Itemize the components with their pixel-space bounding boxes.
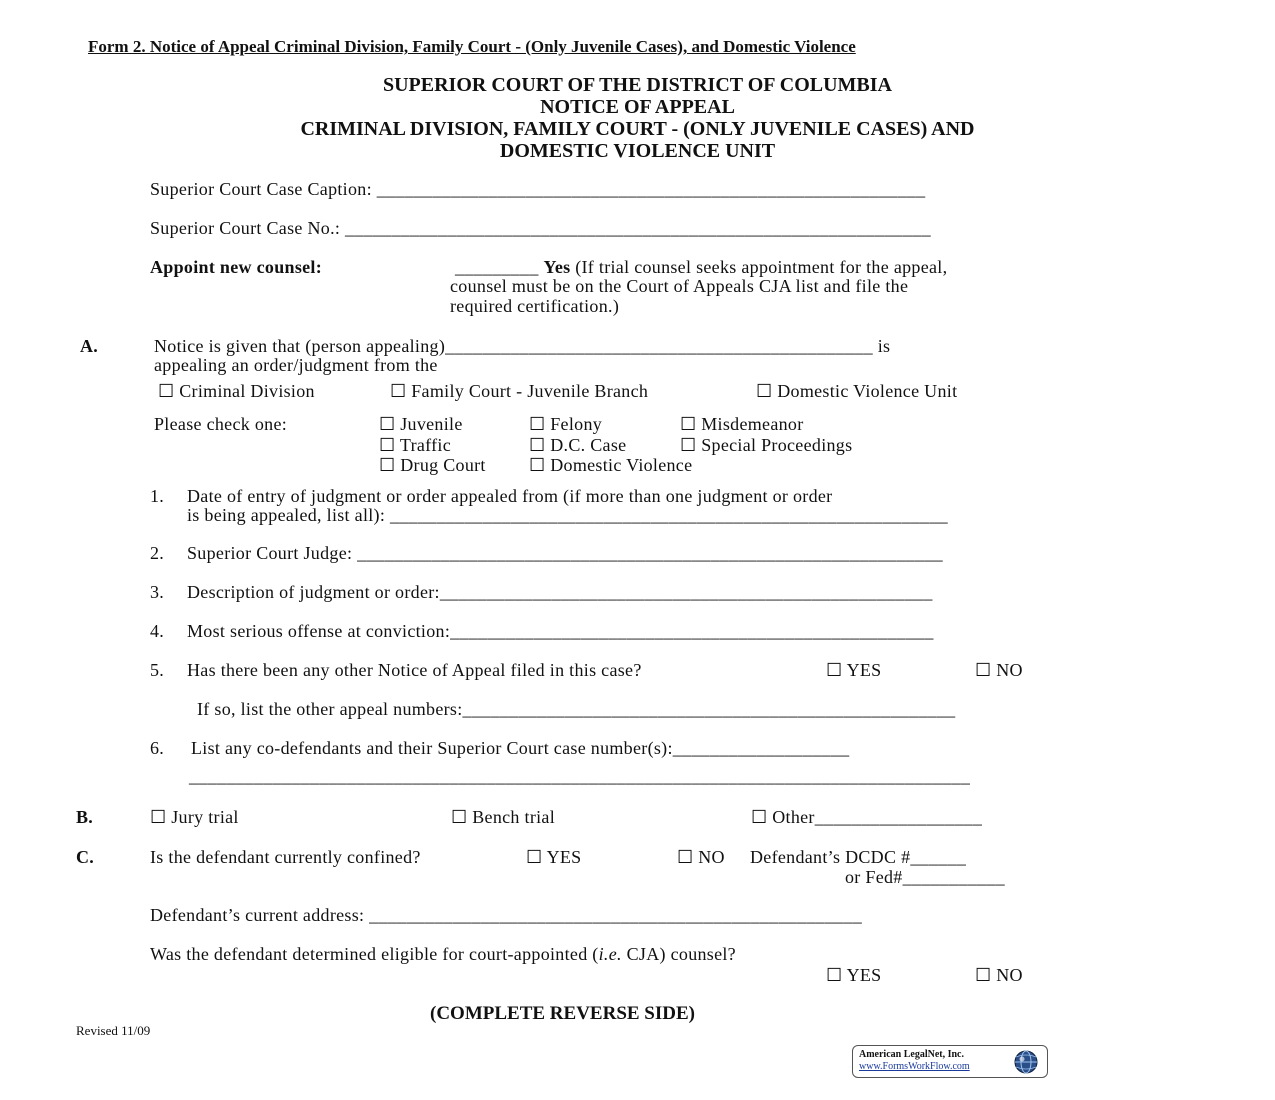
dcdc-number-field[interactable]: Defendant’s DCDC #______	[750, 847, 967, 867]
case-no-field[interactable]: _______________________________________________________________	[344, 218, 931, 238]
defendant-address-field[interactable]: Defendant’s current address: _____________________________________________________	[150, 905, 863, 925]
appoint-counsel-field[interactable]: _________	[455, 257, 539, 277]
form-header: Form 2. Notice of Appeal Criminal Division, Family Court - (Only Juvenile Cases), and Domestic Violence	[88, 37, 856, 56]
case-no-label: Superior Court Case No.:	[150, 218, 345, 238]
globe-icon	[1010, 1048, 1042, 1075]
appoint-counsel-row	[455, 257, 947, 278]
division-checkbox-criminal[interactable]: ☐ Criminal Division	[158, 381, 315, 401]
division-checkbox-family[interactable]: ☐ Family Court - Juvenile Branch	[390, 381, 649, 401]
offense-field[interactable]: Most serious offense at conviction:____________________________________________________	[187, 621, 934, 641]
appealing-from-text: appealing an order/judgment from the	[154, 355, 438, 375]
other-appeal-no-checkbox[interactable]: ☐ NO	[975, 660, 1023, 680]
appoint-counsel-note-3: required certification.)	[450, 296, 620, 316]
division-title-cont: DOMESTIC VIOLENCE UNIT	[499, 140, 776, 162]
co-defendants-field[interactable]: List any co-defendants and their Superior Court case number(s):___________________	[191, 738, 850, 758]
section-a-letter: A.	[80, 336, 99, 356]
section-b-letter: B.	[76, 807, 94, 827]
other-appeal-yes-checkbox[interactable]: ☐ YES	[826, 660, 882, 680]
judgment-date-field[interactable]: is being appealed, list all): ____________________________________________________________	[187, 505, 948, 525]
confined-yes-checkbox[interactable]: ☐ YES	[526, 847, 582, 867]
item-5-number: 5.	[150, 660, 165, 680]
checkbox-traffic[interactable]: ☐ Traffic	[379, 435, 452, 455]
case-no-row	[150, 218, 931, 239]
american-legalnet-logo	[852, 1045, 1048, 1078]
cja-question-post: CJA) counsel?	[621, 944, 736, 964]
judgment-description-field[interactable]: Description of judgment or order:_____________________________________________________	[187, 582, 933, 602]
appoint-counsel-note: (If trial counsel seeks appointment for the appeal,	[570, 257, 948, 277]
item-1-number: 1.	[150, 486, 165, 506]
notice-title: NOTICE OF APPEAL	[540, 96, 735, 118]
case-caption-row	[150, 179, 925, 200]
checkbox-drug-court[interactable]: ☐ Drug Court	[379, 455, 486, 475]
judge-field[interactable]: Superior Court Judge: _______________________________________________________________	[187, 543, 943, 563]
logo-website-link[interactable]: www.FormsWorkFlow.com	[859, 1061, 970, 1072]
judgment-date-question: Date of entry of judgment or order appealed from (if more than one judgment or order	[187, 486, 833, 506]
cja-no-checkbox[interactable]: ☐ NO	[975, 965, 1023, 985]
section-c-letter: C.	[76, 847, 95, 867]
confined-no-checkbox[interactable]: ☐ NO	[677, 847, 725, 867]
appoint-counsel-label: Appoint new counsel:	[150, 257, 323, 277]
case-caption-label: Superior Court Case Caption:	[150, 179, 377, 199]
division-title: CRIMINAL DIVISION, FAMILY COURT - (ONLY JUVENILE CASES) AND	[300, 118, 975, 140]
item-3-number: 3.	[150, 582, 165, 602]
co-defendants-field-2[interactable]: ____________________________________________________________________________________	[189, 766, 971, 786]
cja-question	[150, 944, 736, 965]
logo-company-name: American LegalNet, Inc.	[859, 1049, 964, 1060]
cja-question-pre: Was the defendant determined eligible for court-appointed (	[150, 944, 599, 964]
checkbox-misdemeanor[interactable]: ☐ Misdemeanor	[680, 414, 804, 434]
case-caption-field[interactable]: ___________________________________________________________	[376, 179, 926, 199]
checkbox-felony[interactable]: ☐ Felony	[529, 414, 603, 434]
fed-number-field[interactable]: or Fed#___________	[845, 867, 1005, 887]
bench-trial-checkbox[interactable]: ☐ Bench trial	[451, 807, 556, 827]
checkbox-dc-case[interactable]: ☐ D.C. Case	[529, 435, 627, 455]
cja-yes-checkbox[interactable]: ☐ YES	[826, 965, 882, 985]
item-4-number: 4.	[150, 621, 165, 641]
division-checkbox-dv[interactable]: ☐ Domestic Violence Unit	[756, 381, 958, 401]
please-check-label: Please check one:	[154, 414, 288, 434]
item-2-number: 2.	[150, 543, 165, 563]
revised-date: Revised 11/09	[76, 1023, 151, 1038]
complete-reverse-note: (COMPLETE REVERSE SIDE)	[430, 1003, 695, 1024]
other-trial-checkbox[interactable]: ☐ Other__________________	[751, 807, 983, 827]
jury-trial-checkbox[interactable]: ☐ Jury trial	[150, 807, 239, 827]
appoint-counsel-note-2: counsel must be on the Court of Appeals CJA list and file the	[450, 276, 909, 296]
item-6-number: 6.	[150, 738, 165, 758]
checkbox-juvenile[interactable]: ☐ Juvenile	[379, 414, 463, 434]
person-appealing-field[interactable]: Notice is given that (person appealing)______________________________________________ is	[154, 336, 891, 356]
other-appeal-numbers-field[interactable]: If so, list the other appeal numbers:_____________________________________________________	[197, 699, 956, 719]
confined-question: Is the defendant currently confined?	[150, 847, 421, 867]
court-title: SUPERIOR COURT OF THE DISTRICT OF COLUMBIA	[382, 74, 892, 96]
appoint-counsel-yes: Yes	[543, 257, 571, 277]
other-appeal-question: Has there been any other Notice of Appeal filed in this case?	[187, 660, 642, 680]
checkbox-domestic-violence[interactable]: ☐ Domestic Violence	[529, 455, 693, 475]
cja-question-ie: i.e.	[598, 944, 622, 964]
checkbox-special-proceedings[interactable]: ☐ Special Proceedings	[680, 435, 853, 455]
